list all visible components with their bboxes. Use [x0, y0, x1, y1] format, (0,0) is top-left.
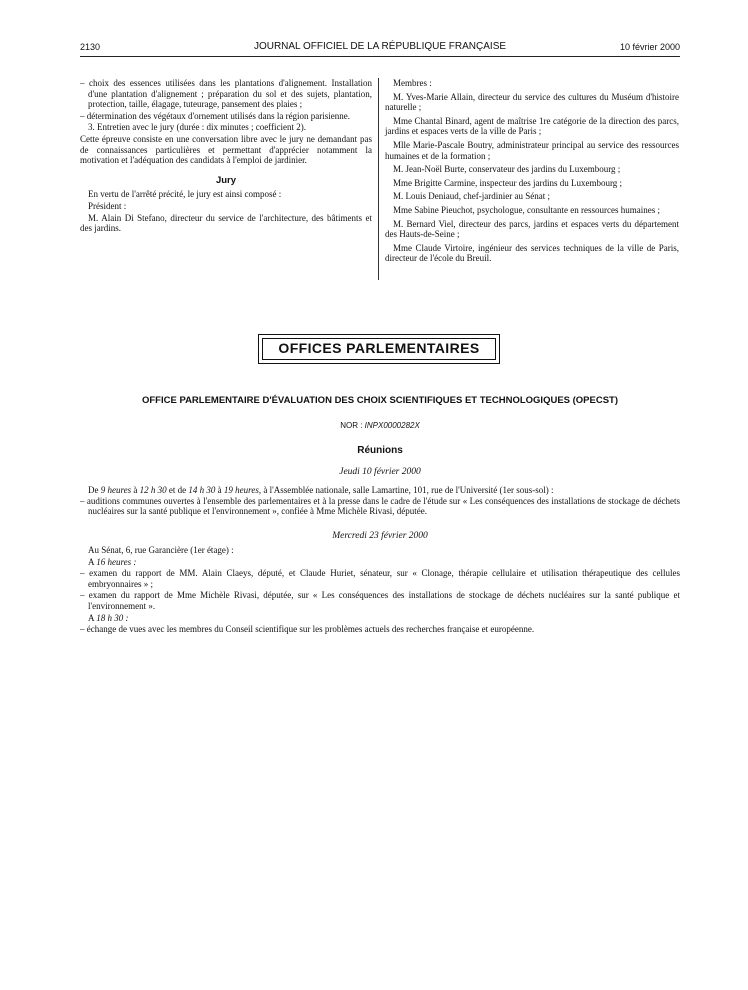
members-label: Membres : [393, 78, 432, 88]
agenda-item: – examen du rapport de Mme Michèle Rivasi, députée, sur « Les conséquences des installations de stockage de déchets nucléaires sur la santé publique et l'environnement ». [80, 590, 680, 611]
member-entry: Mme Chantal Binard, agent de maîtrise 1re catégorie de la direction des parcs, jardins et espaces verts de la ville de Paris ; [385, 115, 679, 137]
member-entry: Mme Sabine Pieuchot, psychologue, consultante en ressources humaines ; [393, 204, 660, 215]
member-entry: M. Yves-Marie Allain, directeur du service des cultures du Muséum d'histoire naturelle ; [385, 91, 679, 113]
nor-reference [80, 421, 680, 432]
agenda-item: – échange de vues avec les membres du Conseil scientifique sur les problèmes actuels des recherches française et européenne. [80, 624, 535, 635]
paragraph: En vertu de l'arrêté précité, le jury est ainsi composé : [88, 189, 282, 200]
list-item: – détermination des végétaux d'ornement utilisés dans la région parisienne. [80, 110, 351, 121]
section-box [258, 334, 500, 364]
member-entry: M. Louis Deniaud, chef-jardinier au Sénat ; [393, 191, 550, 202]
page-header [80, 40, 680, 57]
meeting-time: A 18 h 30 : [88, 612, 129, 623]
section-heading: 3. Entretien avec le jury (durée : dix minutes ; coefficient 2). [88, 122, 307, 133]
president-entry: M. Alain Di Stefano, directeur du service de l'architecture, des bâtiments et des jardins. [80, 212, 372, 234]
section-box-title: OFFICES PARLEMENTAIRES [262, 338, 496, 360]
member-entry: M. Bernard Viel, directeur des parcs, jardins et espaces verts du département des Hauts-de-Seine ; [385, 218, 679, 240]
meeting-block [80, 485, 680, 517]
jury-heading: Jury [215, 174, 237, 186]
paragraph: Cette épreuve consiste en une conversation libre avec le jury ne demandant pas de connaissances particulières et permettant d'apprécier notamment la motivation et l'adéquation des candidats à l'emploi de jardinier. [80, 133, 372, 166]
column-divider [378, 78, 379, 280]
reunions-heading: Réunions [357, 445, 403, 456]
member-entry: M. Jean-Noël Burte, conservateur des jardins du Luxembourg ; [393, 164, 621, 175]
issue-date: 10 février 2000 [619, 42, 680, 52]
meeting-date: Mercredi 23 février 2000 [332, 531, 428, 541]
meeting-times: De 9 heures à 12 h 30 et de 14 h 30 à 19 heures, à l'Assemblée nationale, salle Lamartine, 101, rue de l'Université (1er sous-sol) : [88, 485, 554, 495]
meeting-date: Jeudi 10 février 2000 [339, 467, 421, 477]
nor-code: INPX0000282X [364, 421, 420, 430]
agenda-item: – auditions communes ouvertes à l'ensemble des parlementaires et à la presse dans le cadre de l'étude sur « Les conséquences des installations de stockage de déchets nucléaires sur la santé publique et l'environnement », confiée à Mme Michèle Rivasi, députée. [80, 495, 680, 517]
office-title: OFFICE PARLEMENTAIRE D'ÉVALUATION DES CHOIX SCIENTIFIQUES ET TECHNOLOGIQUES (OPECST) [141, 395, 619, 406]
president-label: Président : [88, 200, 127, 211]
member-entry: Mlle Marie-Pascale Boutry, administrateur principal au service des ressources humaines et de la formation ; [385, 139, 679, 161]
member-entry: Mme Brigitte Carmine, inspecteur des jardins du Luxembourg ; [393, 177, 623, 188]
agenda-item: – examen du rapport de MM. Alain Claeys, député, et Claude Huriet, sénateur, sur « Clonage, thérapie cellulaire et utilisation thérapeutique des cellules embryonnaires » ; [80, 568, 680, 589]
page-number: 2130 [80, 42, 101, 52]
list-item: – choix des essences utilisées dans les plantations d'alignement. Installation d'une plantation d'alignement ; préparation du sol et des sujets, plantation, protection, taille, élagage, tuteurage, pansement des plaies ; [80, 78, 372, 110]
member-entry: Mme Claude Virtoire, ingénieur des services techniques de la ville de Paris, directeur de l'école du Breuil. [385, 242, 679, 264]
meeting-time: A 16 heures : [88, 556, 137, 567]
journal-title: JOURNAL OFFICIEL DE LA RÉPUBLIQUE FRANÇAISE [253, 41, 507, 52]
right-column [385, 78, 679, 265]
meeting-place: Au Sénat, 6, rue Garancière (1er étage) : [88, 545, 234, 555]
nor-label: NOR : [340, 421, 363, 430]
meeting-block [80, 545, 680, 636]
left-column [80, 78, 372, 235]
